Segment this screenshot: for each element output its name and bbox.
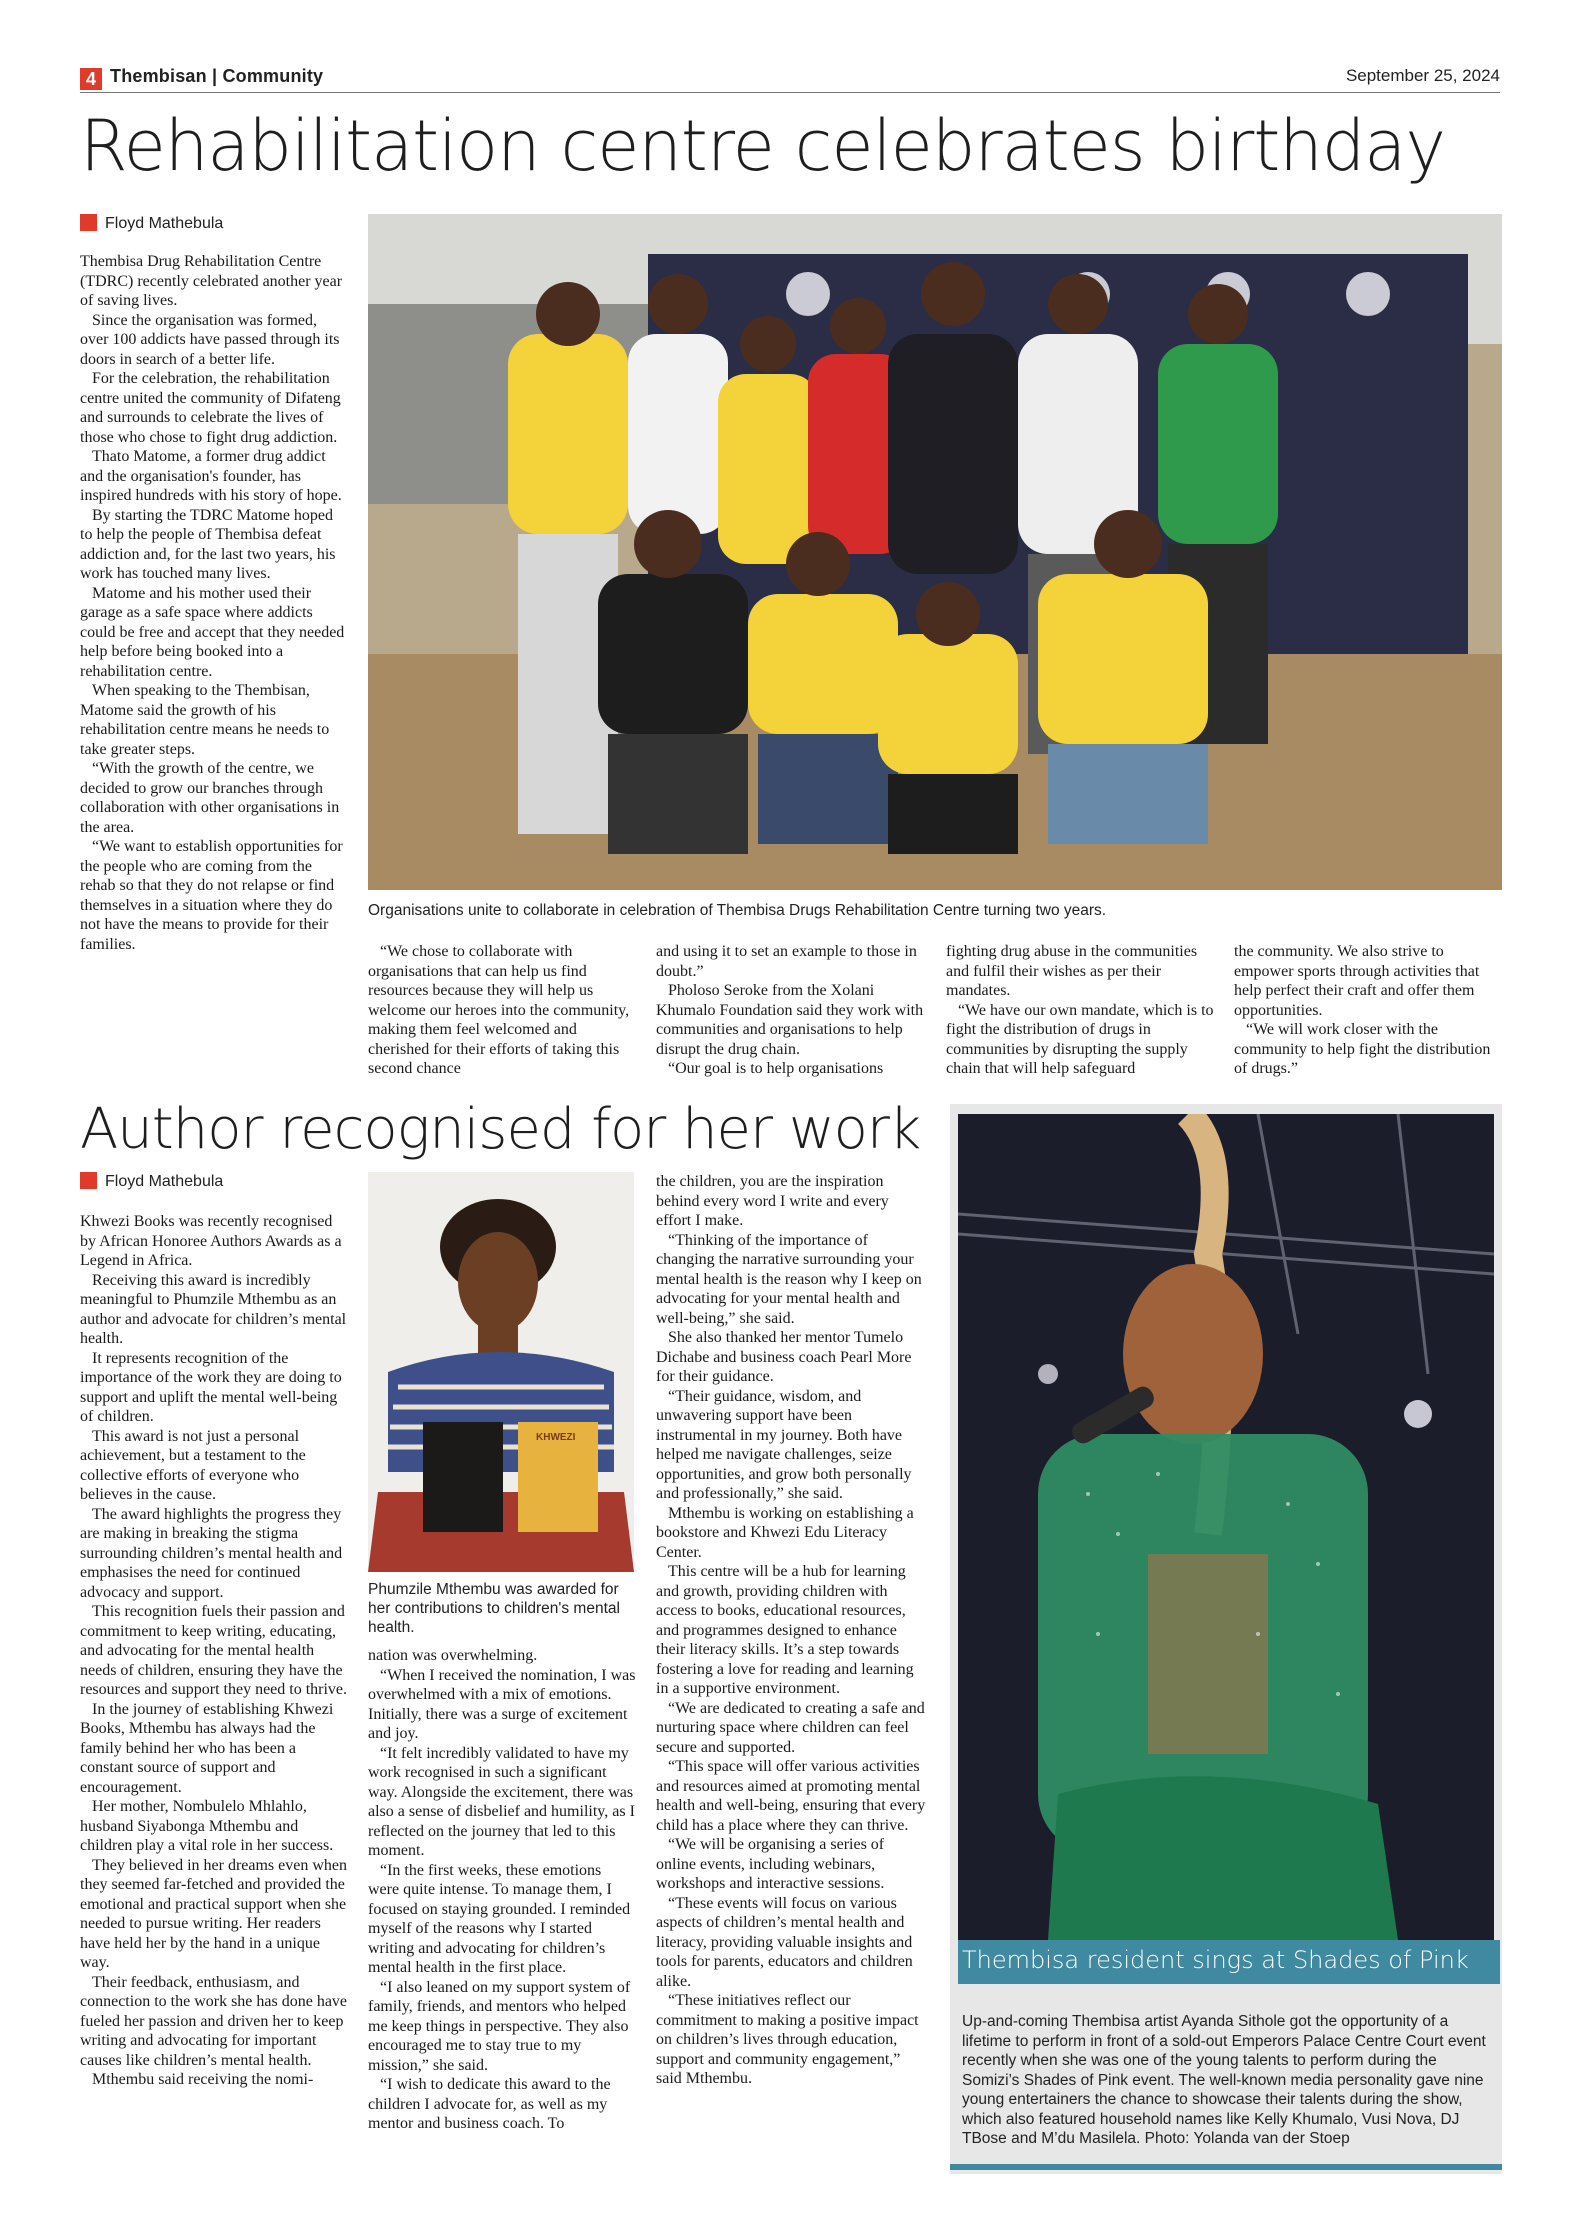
paragraph: the community. We also strive to empower sports through activities that help perfect their craft and offer them opportunities. bbox=[1234, 943, 1480, 1019]
paragraph: “We will work closer with the community to help fight the distribution of drugs.” bbox=[1234, 1021, 1491, 1077]
paragraph: Her mother, Nombulelo Mhlahlo, husband Siyabonga Mthembu and children play a vital role in her success. bbox=[80, 1798, 334, 1854]
byline-author: Floyd Mathebula bbox=[105, 1173, 224, 1190]
paragraph: “These events will focus on various aspects of children’s mental health and literacy, providing valuable insights and tools for parents, educators and children alike. bbox=[656, 1894, 913, 1990]
article2-column-2 bbox=[368, 1646, 636, 2134]
byline-marker-icon bbox=[80, 1172, 97, 1189]
paragraph: For the celebration, the rehabilitation centre united the community of Difateng and surrounds to celebrate the lives of those who chose to fight drug addiction. bbox=[80, 370, 341, 446]
issue-date: September 25, 2024 bbox=[1345, 66, 1500, 85]
paragraph: “We are dedicated to creating a safe and nurturing space where children can feel secure and supported. bbox=[656, 1699, 925, 1756]
paragraph: “This space will offer various activities and resources aimed at promoting mental health and well-being, ensuring that every child has a place where they can thrive. bbox=[656, 1758, 926, 1834]
paragraph: fighting drug abuse in the communities and fulfil their wishes as per their mandates. bbox=[946, 943, 1198, 999]
article1-column-4 bbox=[946, 942, 1214, 1079]
article1-byline bbox=[80, 214, 223, 233]
paragraph: Pholoso Seroke from the Xolani Khumalo Foundation said they work with communities and organisations to help disrupt the drug chain. bbox=[656, 982, 924, 1058]
paragraph: “Their guidance, wisdom, and unwavering support have been instrumental in my journey. Both have helped me navigate challenges, seize opportunities, and grow both personally and professionally,” she said. bbox=[656, 1387, 912, 1502]
group-photo-caption: Organisations unite to collaborate in celebration of Thembisa Drugs Rehabilitation Centre turning two years. bbox=[368, 902, 1107, 919]
author-photo bbox=[368, 1172, 634, 1572]
paragraph: “Thinking of the importance of changing the narrative surrounding your mental health is the reason why I keep on advocating for your mental health and well-being,” she said. bbox=[656, 1231, 922, 1327]
paragraph: Mthembu said receiving the nomi- bbox=[92, 2071, 314, 2088]
book-cover-title: KHWEZI bbox=[536, 1432, 576, 1443]
paragraph: This recognition fuels their passion and commitment to keep writing, educating, and advocating for the mental health needs of children, ensuring they have the resources and support they need to thrive. bbox=[80, 1603, 348, 1698]
paragraph: This centre will be a hub for learning and growth, providing children with access to books, educational resources, and programmes designed to enhance their literacy skills. It’s a step towards fostering a love for reading and learning in a supportive environment. bbox=[656, 1563, 914, 1697]
paragraph: Khwezi Books was recently recognised by African Honoree Authors Awards as a Legend in Africa. bbox=[80, 1213, 342, 1269]
sidebar-title: Thembisa resident sings at Shades of Pink bbox=[962, 1946, 1469, 1974]
paragraph: “We will be organising a series of online events, including webinars, workshops and interactive sessions. bbox=[656, 1836, 885, 1892]
paragraph: Receiving this award is incredibly meaningful to Phumzile Mthembu as an author and advocate for children’s mental health. bbox=[80, 1271, 347, 1347]
paragraph: Thato Matome, a former drug addict and the organisation's founder, has inspired hundreds with his story of hope. bbox=[80, 448, 342, 504]
paragraph: “We have our own mandate, which is to fight the distribution of drugs in communities by disrupting the supply chain that will help safeguard bbox=[946, 1001, 1214, 1077]
paragraph: “It felt incredibly validated to have my work recognised in such a significant way. Alongside the excitement, there was also a sense of disbelief and humility, as I reflected on the journey that led to this moment. bbox=[368, 1744, 635, 1859]
header-rule bbox=[80, 92, 1500, 93]
paragraph: Mthembu is working on establishing a bookstore and Khwezi Edu Literacy Center. bbox=[656, 1504, 914, 1561]
paragraph: By starting the TDRC Matome hoped to help the people of Thembisa defeat addiction and, for the last two years, his work has touched many lives. bbox=[80, 506, 336, 582]
paragraph: When speaking to the Thembisan, Matome said the growth of his rehabilitation centre means he needs to take greater steps. bbox=[80, 682, 330, 758]
paragraph: Matome and his mother used their garage as a safe space where addicts could be free and accept that they needed help before being booked into a rehabilitation centre. bbox=[80, 584, 345, 680]
paragraph: “We chose to collaborate with organisations that can help us find resources because they will help us welcome our heroes into the community, making them feel welcomed and cherished for their efforts of taking this second chance bbox=[368, 943, 630, 1077]
byline-author: Floyd Mathebula bbox=[105, 215, 224, 232]
paragraph: This award is not just a personal achievement, but a testament to the collective efforts of everyone who believes in the cause. bbox=[80, 1427, 306, 1503]
singer-photo bbox=[958, 1114, 1494, 1940]
article1-headline: Rehabilitation centre celebrates birthday bbox=[80, 105, 1445, 187]
paragraph: “Our goal is to help organisations bbox=[668, 1060, 884, 1077]
article2-column-3 bbox=[656, 1172, 926, 2089]
paragraph: They believed in her dreams even when they seemed far-fetched and provided the emotional and practical support when she needed to pursue writing. Her readers have held her by the hand in a unique way. bbox=[80, 1856, 348, 1971]
sidebar-caption: Up-and-coming Thembisa artist Ayanda Sithole got the opportunity of a lifetime to perform in front of a sold-out Emperors Palace Centre Court event recently when she was one of the young talents to perform during the Somizi’s Shades of Pink event. The well-known media personality gave nine young entertainers the chance to showcase their talents during the show, which also featured household names like Kelly Khumalo, Vusi Nova, DJ TBose and M’du Masilela. Photo: Yolanda van der Stoep bbox=[962, 2013, 1486, 2147]
sidebar-bottom-bar bbox=[950, 2164, 1502, 2170]
article1-column-3 bbox=[656, 942, 924, 1079]
paragraph: It represents recognition of the importance of the work they are doing to support and uplift the mental well-being of children. bbox=[80, 1349, 342, 1425]
paragraph: Their feedback, enthusiasm, and connection to the work she has done have fueled her passion and driven her to keep writing and advocating for important causes like children’s mental health. bbox=[80, 1973, 348, 2069]
paragraph: the children, you are the inspiration behind every word I write and every effort I make. bbox=[656, 1173, 889, 1229]
page-number-badge: 4 bbox=[80, 68, 102, 90]
byline-marker-icon bbox=[80, 214, 97, 231]
paragraph: “In the first weeks, these emotions were quite intense. To manage them, I focused on staying grounded. I reminded myself of the reasons why I started writing and advocating for children’s mental health in the first place. bbox=[368, 1861, 631, 1976]
section-label: Thembisan | Community bbox=[110, 66, 324, 86]
paragraph: She also thanked her mentor Tumelo Dichabe and business coach Pearl More for their guidance. bbox=[656, 1329, 912, 1385]
author-photo-caption: Phumzile Mthembu was awarded for her contributions to children's mental health. bbox=[368, 1581, 620, 1636]
paragraph: The award highlights the progress they are making in breaking the stigma surrounding children’s mental health and emphasises the need for continued advocacy and support. bbox=[80, 1505, 343, 1601]
paragraph: In the journey of establishing Khwezi Books, Mthembu has always had the family behind her who has been a constant source of support and encouragement. bbox=[80, 1700, 334, 1796]
paragraph: and using it to set an example to those in doubt.” bbox=[656, 943, 917, 980]
group-photo bbox=[368, 214, 1502, 890]
paragraph: “I also leaned on my support system of family, friends, and mentors who helped me keep things in perspective. They also encouraged me to stay true to my mission,” she said. bbox=[368, 1978, 631, 2074]
article2-byline bbox=[80, 1172, 223, 1191]
article2-headline: Author recognised for her work bbox=[80, 1097, 921, 1162]
paragraph: nation was overwhelming. bbox=[368, 1647, 538, 1664]
article1-column-5 bbox=[1234, 942, 1502, 1079]
paragraph: Since the organisation was formed, over 100 addicts have passed through its doors in search of a better life. bbox=[80, 311, 340, 368]
article2-column-1 bbox=[80, 1212, 348, 2090]
article1-column-1 bbox=[80, 252, 348, 954]
paragraph: “We want to establish opportunities for the people who are coming from the rehab so that they do not relapse or find themselves in a situation where they do not have the means to provide for their families. bbox=[80, 838, 343, 953]
paragraph: “I wish to dedicate this award to the children I advocate for, as well as my mentor and business coach. To bbox=[368, 2076, 611, 2132]
paragraph: “These initiatives reflect our commitment to making a positive impact on children’s lives through education, support and community engagement,” said Mthembu. bbox=[656, 1992, 919, 2087]
article1-column-2 bbox=[368, 942, 636, 1079]
paragraph: Thembisa Drug Rehabilitation Centre (TDRC) recently celebrated another year of saving lives. bbox=[80, 253, 343, 309]
paragraph: “When I received the nomination, I was overwhelmed with a mix of emotions. Initially, there was a surge of excitement and joy. bbox=[368, 1666, 636, 1742]
paragraph: “With the growth of the centre, we decided to grow our branches through collaboration with other organisations in the area. bbox=[80, 760, 340, 836]
